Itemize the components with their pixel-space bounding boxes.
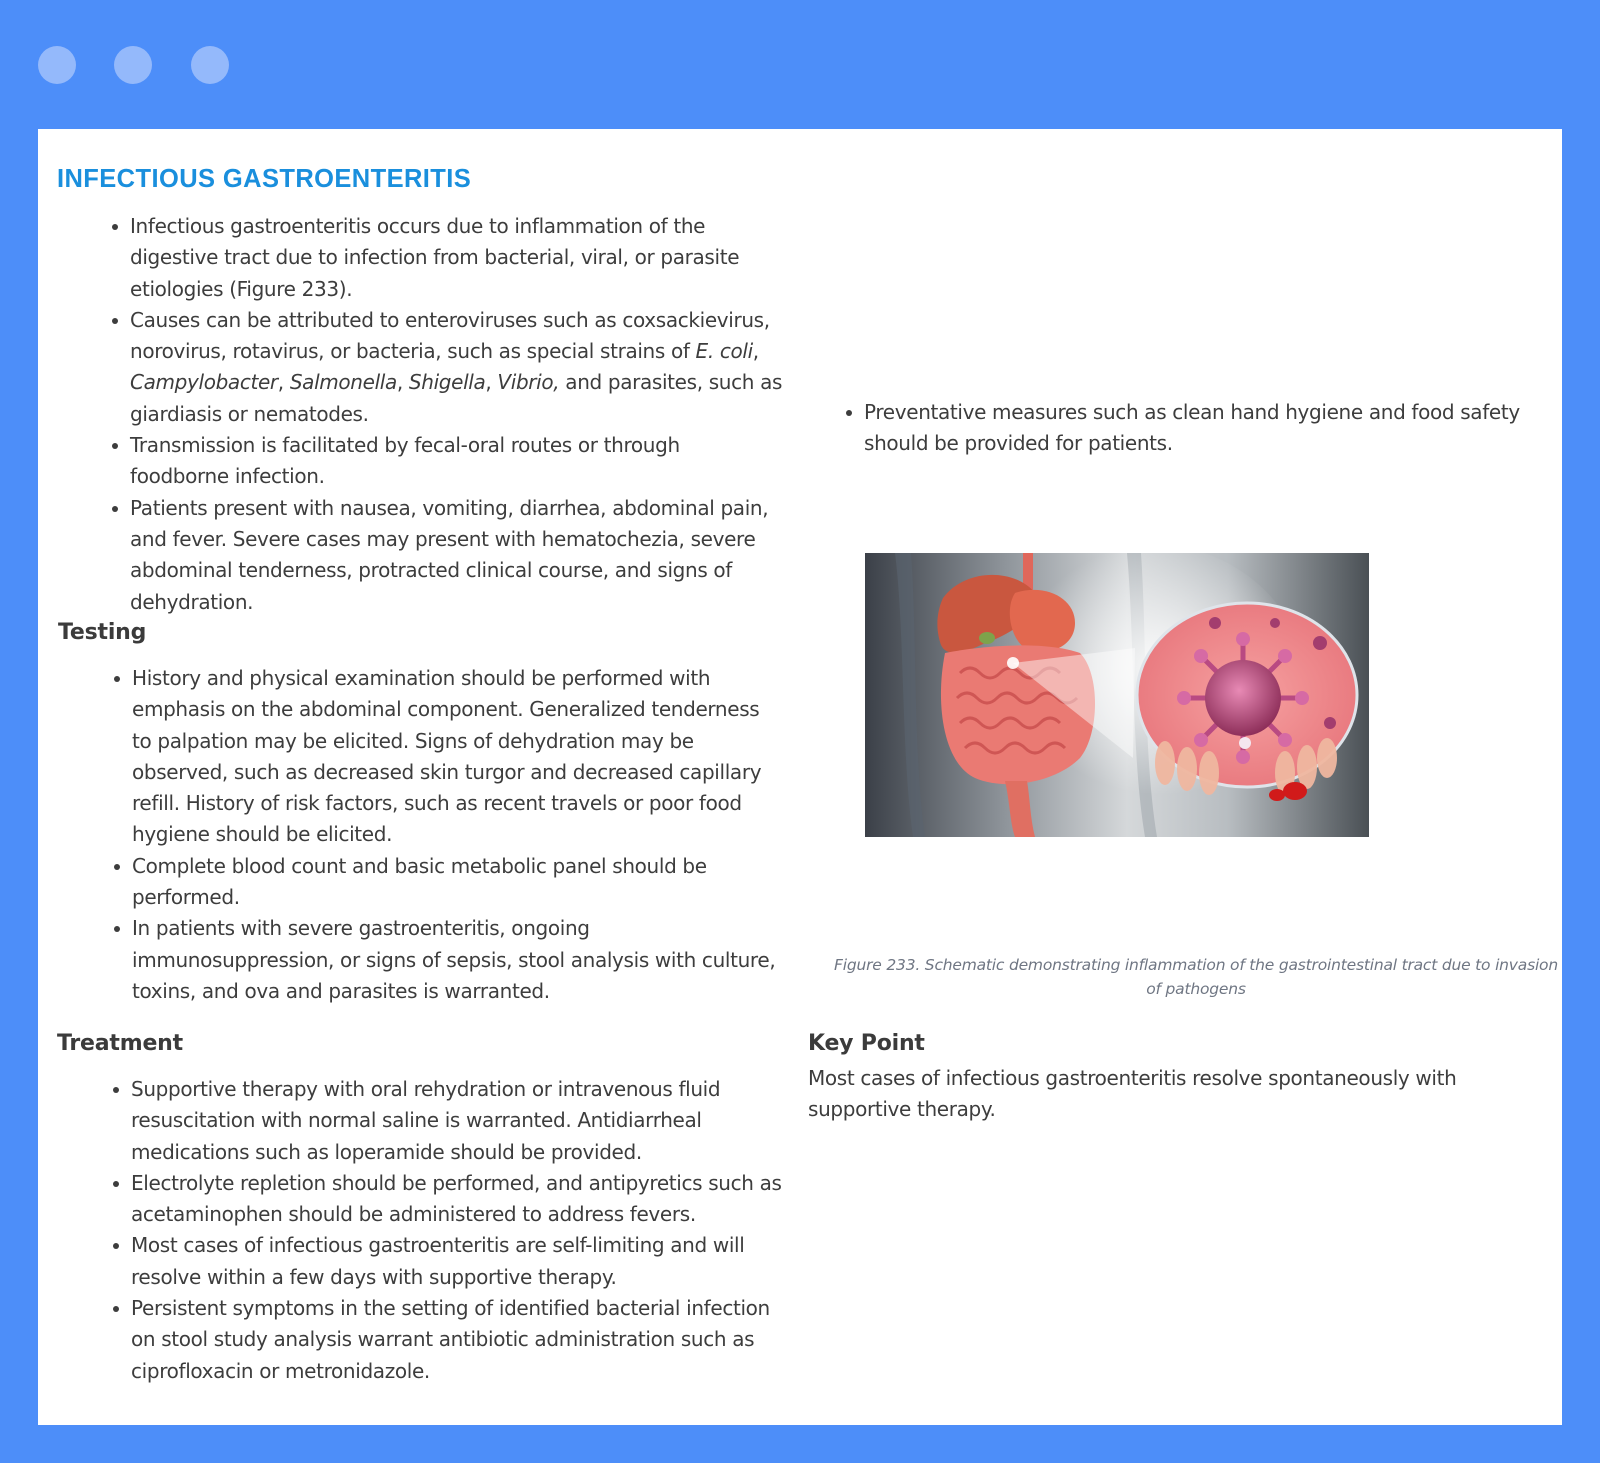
separator: , [752,339,759,364]
organism-salmonella: Salmonella [289,370,397,395]
gi-tract-illustration [865,553,1369,837]
right-column [808,129,1562,1425]
testing-list [114,663,784,1007]
list-item: Infectious gastroenteritis occurs due to inflammation of the digestive tract due to infection from bacterial, viral, or parasite etiologies (Figure 233). [112,211,784,305]
treatment-heading: Treatment [57,1031,183,1056]
separator: , [396,370,409,395]
list-item: Complete blood count and basic metabolic panel should be performed. [114,851,784,914]
intro-list [112,211,784,618]
minimize-dot[interactable] [114,46,152,84]
list-item: Most cases of infectious gastroenteritis are self-limiting and will resolve within a few days with supportive therapy. [113,1230,793,1293]
maximize-dot[interactable] [191,46,229,84]
treatment-list [113,1074,793,1387]
figure-caption: Figure 233. Schematic demonstrating inflammation of the gastrointestinal tract due to invasion of pathogens [834,956,1558,998]
page-title: INFECTIOUS GASTROENTERITIS [57,165,472,193]
close-dot[interactable] [38,46,76,84]
key-point-text: Most cases of infectious gastroenteritis resolve spontaneously with supportive therapy. [808,1066,1457,1121]
list-item: Supportive therapy with oral rehydration or intravenous fluid resuscitation with normal saline is warranted. Antidiarrheal medications such as loperamide should be provided. [113,1074,793,1168]
list-item: History and physical examination should be performed with emphasis on the abdominal component. Generalized tenderness to palpation may be elicited. Signs of dehydration may be observed, such as decreased skin turgor and decreased capillary refill. History of risk factors, such as recent travels or poor food hygiene should be elicited. [114,663,784,851]
document-page [38,129,1562,1425]
list-item: Preventative measures such as clean hand hygiene and food safety should be provided for patients. [846,397,1546,460]
separator: , [485,370,498,395]
gastroenteritis-figure [865,553,1369,837]
causes-text: Causes can be attributed to enteroviruses such as coxsackievirus, norovirus, rotavirus, or bacteria, such as special strains of [130,307,770,364]
key-point-heading: Key Point [808,1031,925,1056]
list-item: In patients with severe gastroenteritis, ongoing immunosuppression, or signs of sepsis, stool analysis with culture, toxins, and ova and parasites is warranted. [114,913,784,1007]
organism-shigella: Shigella [408,370,486,395]
testing-heading: Testing [58,620,147,645]
organism-campylobacter: Campylobacter [130,370,278,395]
separator: , [277,370,290,395]
organism-ecoli: E. coli [695,339,753,364]
list-item [112,305,784,430]
list-item: Patients present with nausea, vomiting, diarrhea, abdominal pain, and fever. Severe cases may present with hematochezia, severe abdominal tenderness, protracted clinical course, and signs of dehydration. [112,493,784,618]
prevention-list [846,397,1546,460]
list-item: Electrolyte repletion should be performed, and antipyretics such as acetaminophen should be administered to address fevers. [113,1168,793,1231]
list-item: Transmission is facilitated by fecal-oral routes or through foodborne infection. [112,430,784,493]
organism-vibrio: Vibrio, [497,370,560,395]
causes-text-end: and parasites, such as giardiasis or nematodes. [130,370,783,426]
list-item: Persistent symptoms in the setting of identified bacterial infection on stool study analysis warrant antibiotic administration such as ciprofloxacin or metronidazole. [113,1293,793,1387]
